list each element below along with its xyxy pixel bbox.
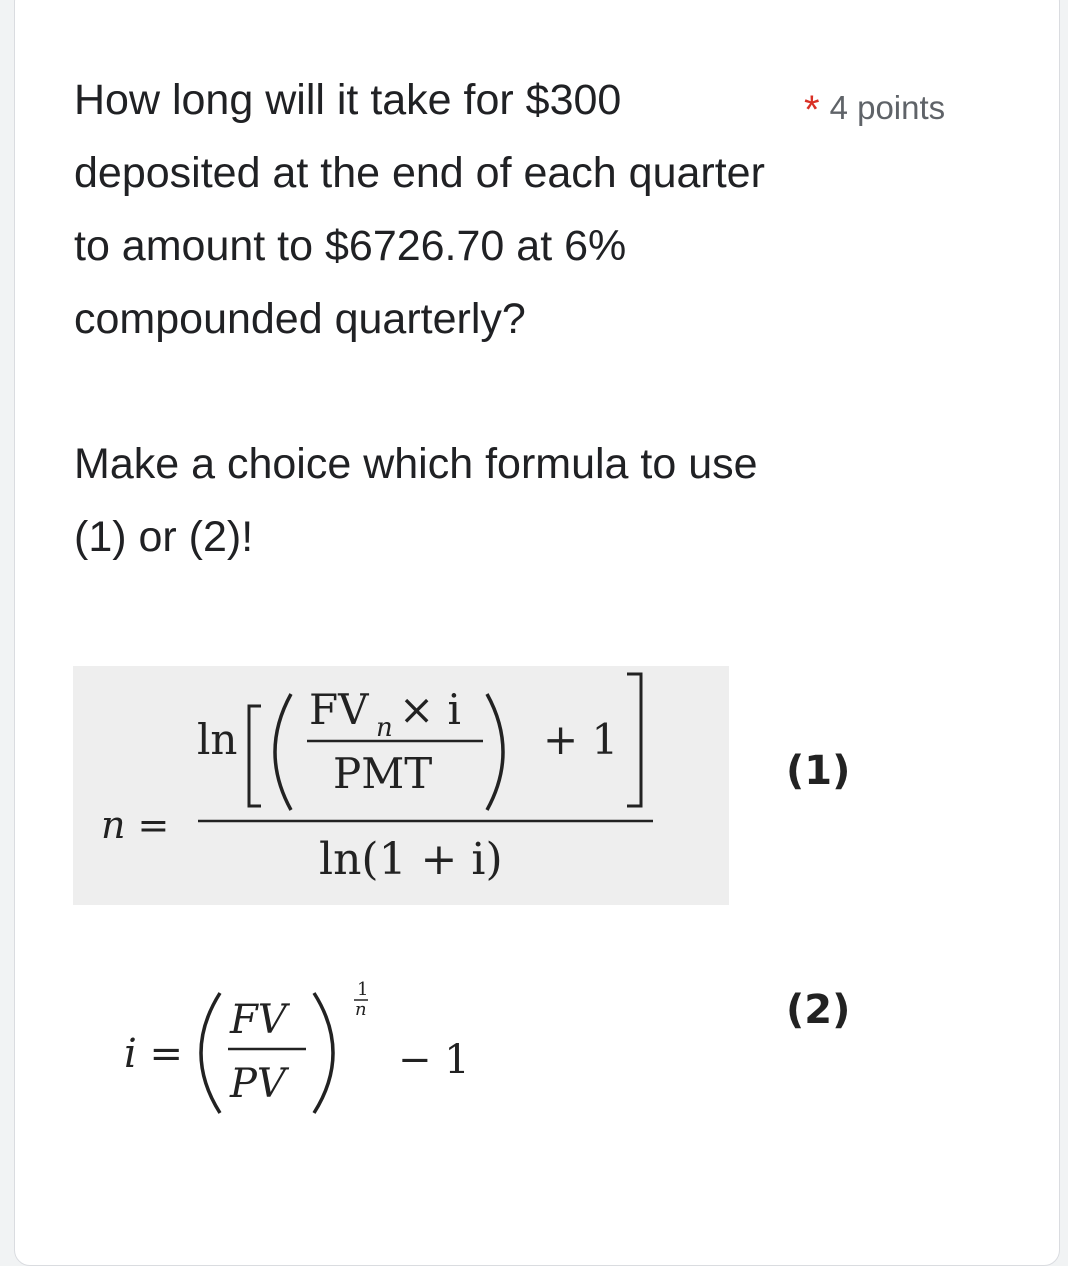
question-text: How long will it take for $300 deposited at the end of each quarter to amount to $6726.70 at 6% compounded quarterly?: [74, 76, 765, 343]
formula-1-paren-right: [487, 694, 503, 810]
instruction-text: Make a choice which formula to use (1) or (2)!: [74, 440, 758, 561]
formula-1-pmt: PMT: [333, 749, 433, 798]
formula-1-subscript: n: [376, 713, 393, 743]
formula-1-paren-left: [275, 694, 291, 810]
formula-1-fv: FV: [309, 685, 369, 734]
formula-2-numerator: FV: [230, 997, 287, 1043]
formula-2-paren-right: [314, 993, 333, 1113]
formula-1-image: [73, 666, 729, 905]
formula-2-exp-numerator: 1: [357, 979, 369, 1000]
formula-2-minus-one: − 1: [398, 1037, 470, 1083]
formula-1-svg: [73, 666, 729, 905]
formula-1-plus-one: + 1: [543, 715, 619, 764]
points-label: 4 points: [829, 89, 946, 126]
formula-2-svg: [110, 975, 510, 1125]
required-asterisk: *: [804, 88, 820, 132]
points-header: [804, 84, 946, 132]
formula-2-lhs: i =: [124, 1031, 184, 1077]
formula-1-times-i: × i: [399, 685, 461, 734]
formula-1-ln: ln: [197, 715, 238, 764]
formula-1-bracket-right: [627, 674, 641, 806]
formula-1-denominator: ln(1 + i): [319, 834, 503, 885]
formula-2-denominator: PV: [230, 1061, 286, 1107]
formula-1-label: (1): [786, 748, 851, 794]
formula-1-lhs: n =: [101, 803, 170, 847]
formula-1-bracket-left: [249, 706, 261, 806]
formula-2-exp-denominator: n: [355, 999, 367, 1020]
formula-2-label: (2): [786, 987, 851, 1033]
formula-2-paren-left: [201, 993, 220, 1113]
